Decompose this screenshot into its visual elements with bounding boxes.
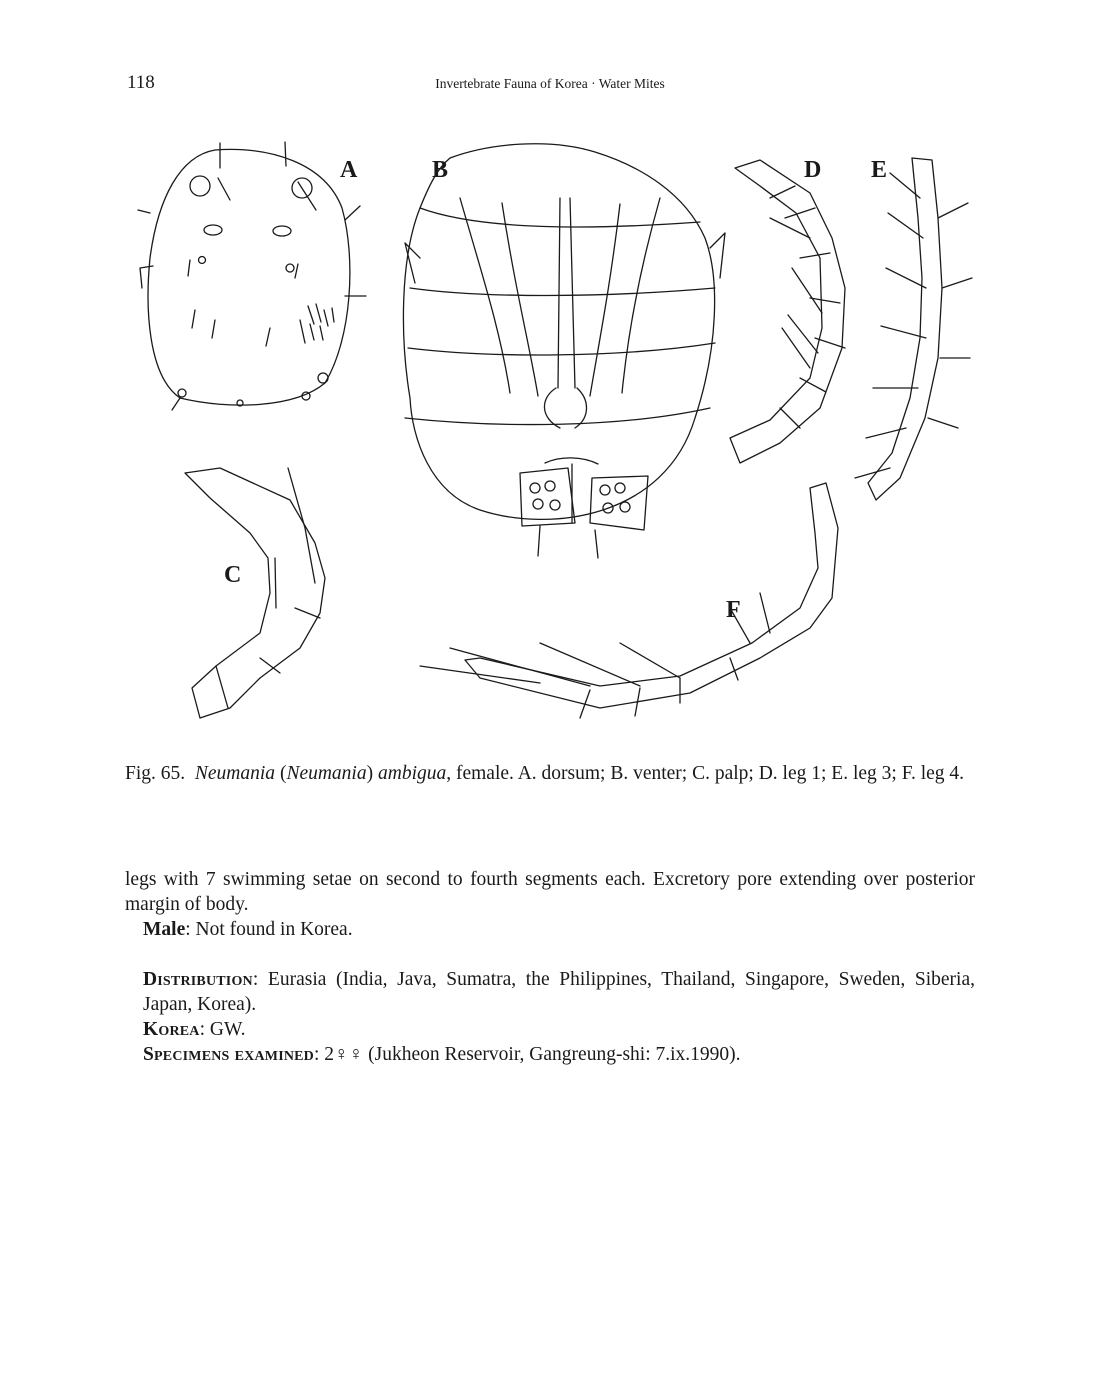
korea-text: : GW. (199, 1019, 246, 1040)
specimens-text: : 2♀♀ (Jukheon Reservoir, Gangreung-shi: 7.ix.1990). (314, 1044, 741, 1065)
description-paragraph: legs with 7 swimming setae on second to fourth segments each. Excretory pore extending over posterior margin of body. (125, 869, 975, 915)
leg-4-drawing (420, 483, 838, 718)
panel-label-c: C (224, 562, 242, 588)
korea-paragraph (125, 1017, 975, 1042)
korea-label: Korea (143, 1019, 200, 1040)
running-title: Invertebrate Fauna of Korea · Water Mites (435, 76, 665, 91)
leg-1-drawing (730, 157, 845, 463)
distribution-text: : Eurasia (India, Java, Sumatra, the Philippines, Thailand, Singapore, Sweden, Siberia, Japan, Korea). (143, 969, 975, 1015)
page-number: 118 (127, 72, 155, 93)
panel-label-b: B (432, 157, 449, 183)
caption-subgenus-close: ) (366, 763, 378, 784)
panel-label-e: E (871, 157, 888, 183)
caption-fig-number: Fig. 65. (125, 763, 186, 784)
specimens-paragraph (125, 1042, 975, 1067)
specimens-label: Specimens examined (143, 1044, 314, 1065)
mite-illustration (120, 138, 980, 738)
leg-3-drawing (855, 158, 972, 500)
male-text: : Not found in Korea. (185, 919, 353, 940)
male-paragraph (125, 917, 975, 942)
figure-65 (120, 138, 980, 738)
figure-caption (125, 761, 975, 786)
male-label: Male (143, 919, 186, 940)
caption-species: ambigua (377, 763, 447, 784)
dorsum-drawing (138, 142, 366, 410)
caption-subgenus: Neumania (286, 763, 367, 784)
running-header (127, 72, 973, 96)
caption-subgenus-open: ( (275, 763, 287, 784)
distribution-label: Distribution (143, 969, 253, 990)
palp-drawing (185, 468, 325, 718)
panel-label-d: D (804, 157, 822, 183)
caption-genus: Neumania (194, 763, 276, 784)
caption-rest: , female. A. dorsum; B. venter; C. palp; D. leg 1; E. leg 3; F. leg 4. (446, 763, 965, 784)
venter-drawing (403, 144, 725, 558)
distribution-paragraph (125, 967, 975, 1017)
panel-label-f: F (726, 597, 741, 623)
body-text (125, 867, 975, 1067)
panel-label-a: A (340, 157, 358, 183)
